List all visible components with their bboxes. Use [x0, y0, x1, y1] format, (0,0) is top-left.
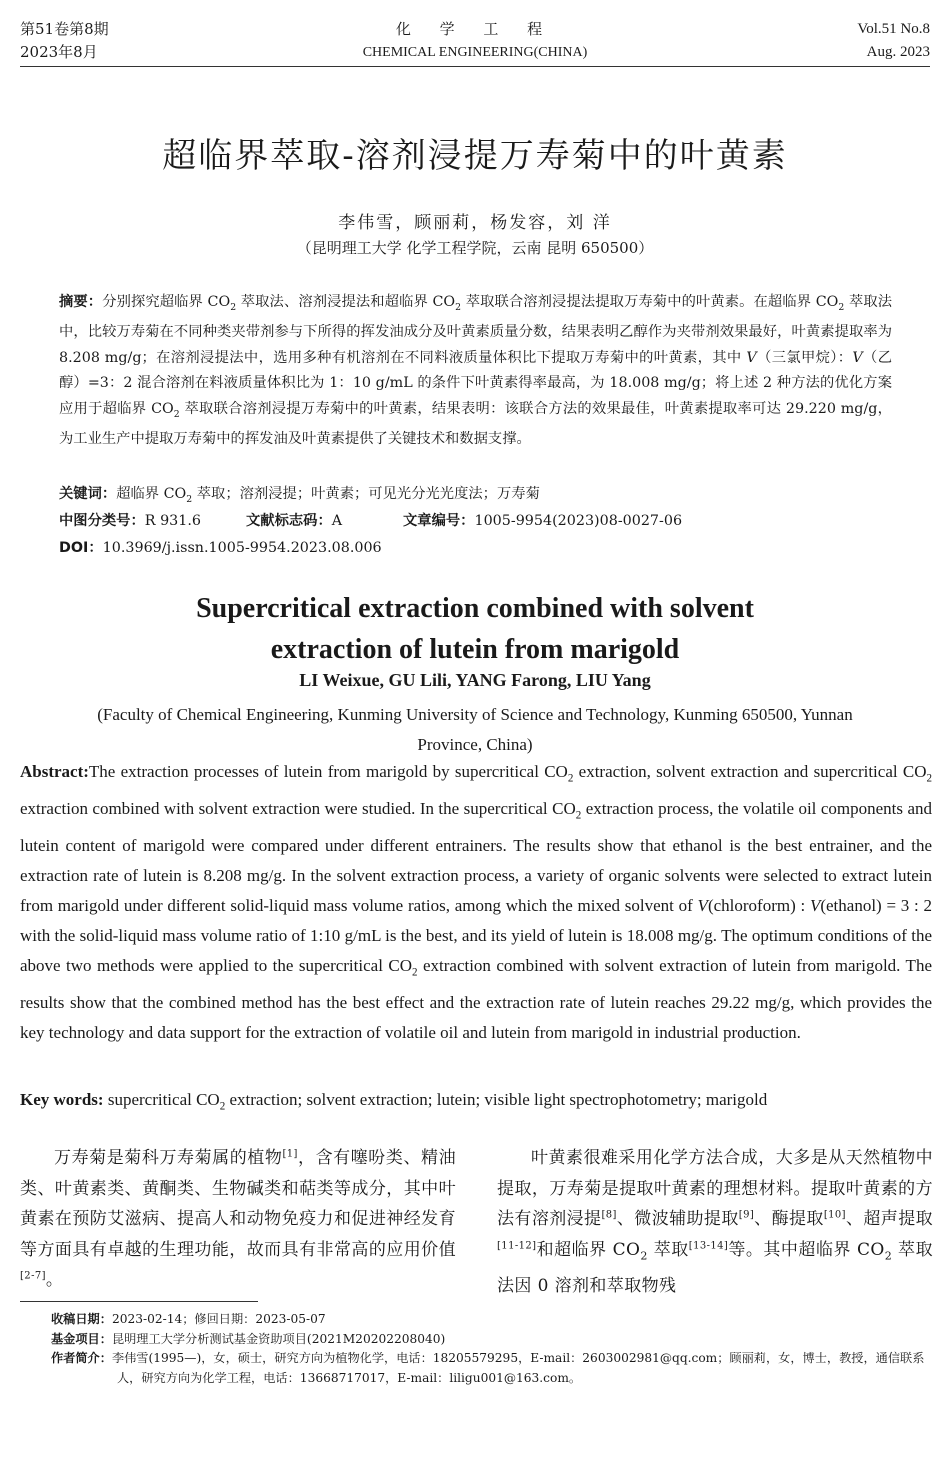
abstract-cn-label: 摘要： [59, 294, 103, 310]
volume-issue-cn: 第51卷第8期 [20, 20, 109, 38]
citation-link[interactable]: [1] [282, 1148, 298, 1160]
authors-cn: 李伟雪，顾丽莉，杨发容，刘 洋 [338, 213, 612, 233]
authors-en: LI Weixue, GU Lili, YANG Farong, LIU Yang [299, 670, 651, 690]
keywords-en-label: Key words: [20, 1090, 104, 1109]
article-title-en [0, 588, 950, 670]
journal-name-cn: 化 学 工 程 [395, 20, 555, 38]
affiliation-en: (Faculty of Chemical Engineering, Kunming University of Science and Technology, Kunming 650500, Yunnan Province, China) [97, 705, 853, 754]
received-dates: 收稿日期：2023-02-14；修回日期：2023-05-07 [51, 1312, 326, 1326]
keywords-cn-label: 关键词： [59, 486, 117, 502]
title-en-line-1: Supercritical extraction combined with solvent [196, 593, 754, 624]
volume-issue-en: Vol.51 No.8 [857, 21, 930, 37]
citation-link[interactable]: [2-7] [20, 1270, 46, 1282]
issue-info-en [857, 18, 930, 64]
doi-value[interactable]: 10.3969/j.issn.1005-9954.2023.08.006 [102, 540, 382, 556]
running-header [20, 14, 930, 67]
doi-label: DOI： [59, 540, 103, 556]
doi [59, 536, 892, 560]
classification-row [59, 509, 892, 533]
funding: 基金项目：昆明理工大学分析测试基金资助项目(2021M20202208040) [51, 1331, 446, 1346]
footnotes [51, 1310, 933, 1388]
abstract-en: Abstract:The extraction processes of lutein from marigold by supercritical $CO_2$ extraction, solvent extraction and supercritical $CO_2$ extraction combined with solvent extraction were studied. In the supercritical $CO_2$ extraction process, the volatile oil components and lutein content of marigold were compared under different entrainers. The results show that ethanol is the best entrainer, and the extraction rate of lutein is 8.208 mg/g. In the solvent extraction process, a variety of organic solvents were selected to extract lutein from marigold under different solid-liquid mass volume ratios, among which the mixed solvent of V(chloroform) : V(ethanol) = 3 : 2 with the solid-liquid mass volume ratio of 1:10 g/mL is the best, and its yield of lutein is 18.008 mg/g. The optimum conditions of the above two methods were applied to the supercritical $CO_2$ extraction combined with solvent extraction of lutein from marigold. The results show that the combined method has the best effect and the extraction rate of lutein reaches 29.22 mg/g, which provides the key technology and data support for the extraction of volatile oil and lutein from marigold in industrial production. [20, 762, 933, 1042]
abstract-cn: 摘要：分别探究超临界 $CO_2$ 萃取法、溶剂浸提法和超临界 $CO_2$ 萃取联合溶剂浸提法提取万寿菊中的叶黄素。在超临界 $CO_2$ 萃取法中，比较万寿菊在不同种类夹带剂参与下所得的挥发油成分及叶黄素质量分数，结果表明乙醇作为夹带剂效果最好，叶黄素提取率为 8.208 mg/g；在溶剂浸提法中，选用多种有机溶剂在不同料液质量体积比下提取万寿菊中的叶黄素，其中 V（三氯甲烷）：V（乙醇）=3：2 混合溶剂在料液质量体积比为 1：10 g/mL 的条件下叶黄素得率最高，为 18.008 mg/g；将上述 2 种方法的优化方案应用于超临界 $CO_2$ 萃取联合溶剂浸提万寿菊中的叶黄素，结果表明：该联合方法的效果最佳，叶黄素提取率可达 29.220 mg/g，为工业生产中提取万寿菊中的挥发油及叶黄素提供了关键技术和数据支撑。 [59, 294, 893, 448]
footnote-divider [20, 1301, 258, 1302]
body-column-right [497, 1143, 933, 1302]
body-paragraph: 叶黄素很难采用化学方法合成，大多是从天然植物中提取，万寿菊是提取叶黄素的理想材料。提取叶黄素的方法有溶剂浸提[8]、微波辅助提取[9]、酶提取[10]、超声提取[11-12]和超临界 $CO_2$ 萃取[13-14]等。其中超临界 $CO_2$ 萃取法因 0 溶剂和萃取物残 [497, 1148, 934, 1297]
citation-link[interactable]: [8] [601, 1209, 617, 1221]
abstract-en-label: Abstract: [20, 762, 89, 781]
date-en: Aug. 2023 [866, 44, 930, 60]
keywords-en: Key words: supercritical $CO_2$ extraction; solvent extraction; lutein; visible light spectrophotometry; marigold [20, 1090, 768, 1113]
document-code: 文献标志码：A [246, 513, 343, 529]
clc-number: 中图分类号：R 931.6 [59, 513, 202, 529]
citation-link[interactable]: [9] [738, 1209, 755, 1221]
date-cn: 2023年8月 [20, 43, 98, 61]
keywords-cn: 关键词：超临界 $CO_2$ 萃取；溶剂浸提；叶黄素；可见光分光光度法；万寿菊 [59, 486, 540, 505]
article-number: 文章编号：1005-9954(2023)08-0027-06 [403, 513, 683, 529]
affiliation-cn: （昆明理工大学 化学工程学院，云南 昆明 650500） [296, 239, 654, 257]
body-paragraph: 万寿菊是菊科万寿菊属的植物[1]，含有噻吩类、精油类、叶黄素类、黄酮类、生物碱类和萜类等成分，其中叶黄素在预防艾滋病、提高人和动物免疫力和促进神经发育等方面具有卓越的生理功能，故而具有非常高的应用价值[2-7]。 [20, 1148, 456, 1290]
body-column-left [20, 1143, 456, 1296]
author-bio: 作者简介：李伟雪(1995—)，女，硕士，研究方向为植物化学，电话：18205579295，E-mail：2603002981@qq.com；顾丽莉，女，博士，教授，通信联系人，研究方向为化学工程，电话：13668717017，E-mail：liligu001@163.com。 [51, 1351, 925, 1385]
citation-link[interactable]: [13-14] [688, 1239, 729, 1251]
journal-name-en: CHEMICAL ENGINEERING(CHINA) [362, 45, 588, 60]
journal-name [20, 18, 930, 64]
citation-link[interactable]: [10] [823, 1209, 846, 1221]
article-title-cn: 超临界萃取-溶剂浸提万寿菊中的叶黄素 [162, 136, 788, 176]
citation-link[interactable]: [11-12] [497, 1239, 537, 1251]
title-en-line-2: extraction of lutein from marigold [270, 634, 680, 665]
